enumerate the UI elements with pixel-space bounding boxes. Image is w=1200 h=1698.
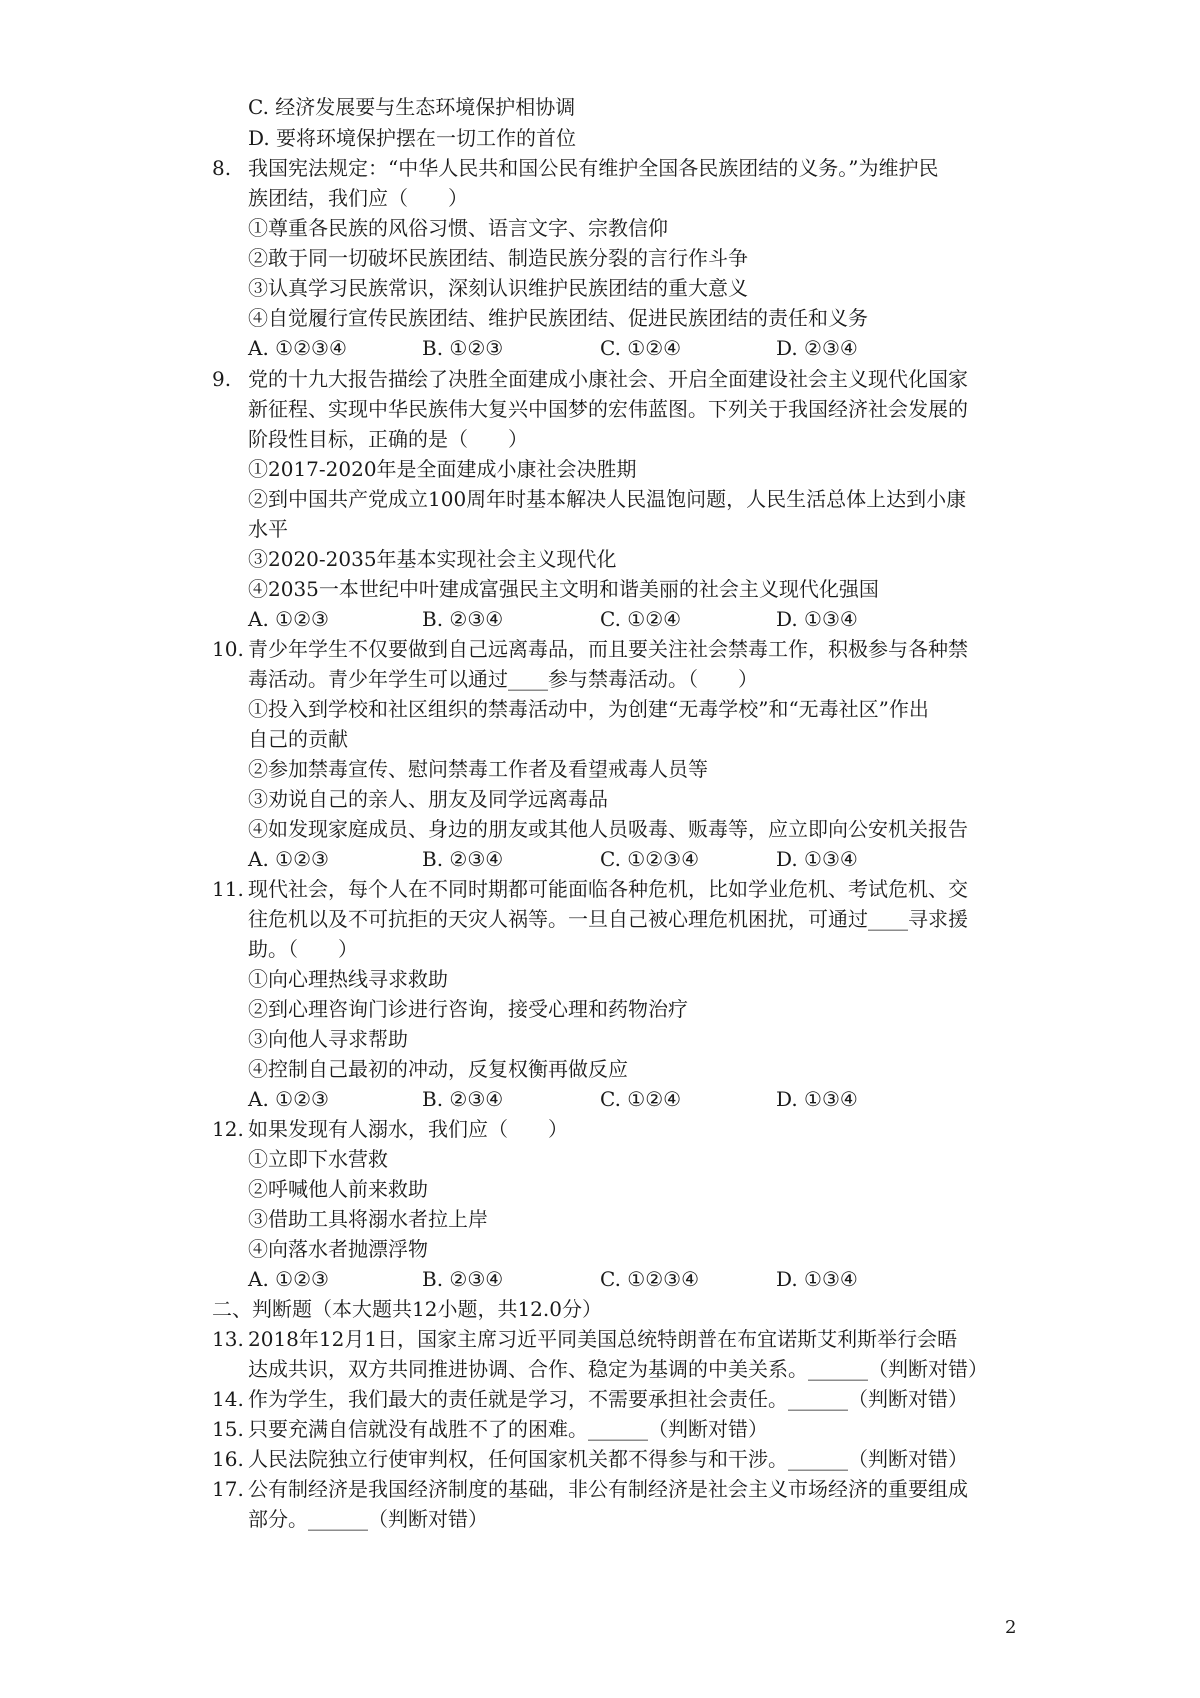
question-number: 12.	[212, 1117, 244, 1141]
statement-item: ①2017-2020年是全面建成小康社会决胜期	[248, 457, 637, 481]
statement-item: ②到中国共产党成立100周年时基本解决人民温饱问题，人民生活总体上达到小康	[248, 487, 967, 511]
question-stem: 新征程、实现中华民族伟大复兴中国梦的宏伟蓝图。下列关于我国经济社会发展的	[248, 397, 968, 421]
statement-item: ③认真学习民族常识，深刻认识维护民族团结的重大意义	[248, 276, 748, 300]
question-number: 17.	[212, 1477, 244, 1501]
question-stem: 作为学生，我们最大的责任就是学习，不需要承担社会责任。______（判断对错）	[248, 1387, 968, 1411]
statement-item: 水平	[248, 517, 288, 541]
answer-option-a: A. ①②③	[248, 1267, 329, 1291]
answer-option-b: B. ②③④	[422, 1267, 504, 1291]
answer-option-c: C. ①②③④	[600, 847, 700, 871]
question-number: 15.	[212, 1417, 244, 1441]
question-stem: 公有制经济是我国经济制度的基础，非公有制经济是社会主义市场经济的重要组成	[248, 1477, 968, 1501]
question-number: 13.	[212, 1327, 244, 1351]
statement-item: ④如发现家庭成员、身边的朋友或其他人员吸毒、贩毒等，应立即向公安机关报告	[248, 817, 968, 841]
statement-item: ①投入到学校和社区组织的禁毒活动中，为创建“无毒学校”和“无毒社区”作出	[248, 697, 929, 721]
answer-option-d: D. ①③④	[776, 847, 858, 871]
question-stem: 人民法院独立行使审判权，任何国家机关都不得参与和干涉。______（判断对错）	[248, 1447, 968, 1471]
q7-option-c: C. 经济发展要与生态环境保护相协调	[248, 95, 576, 119]
answer-option-d: D. ①③④	[776, 1087, 858, 1111]
answer-option-d: D. ②③④	[776, 336, 858, 360]
question-stem: 如果发现有人溺水，我们应（ ）	[248, 1117, 568, 1141]
answer-option-a: A. ①②③	[248, 847, 329, 871]
question-stem: 助。（ ）	[248, 937, 358, 961]
answer-option-d: D. ①③④	[776, 607, 858, 631]
question-stem: 我国宪法规定：“中华人民共和国公民有维护全国各民族团结的义务。”为维护民	[248, 156, 939, 180]
statement-item: ②参加禁毒宣传、慰问禁毒工作者及看望戒毒人员等	[248, 757, 708, 781]
question-stem: 毒活动。青少年学生可以通过____参与禁毒活动。（ ）	[248, 667, 758, 691]
question-number: 9.	[212, 367, 232, 391]
answer-option-c: C. ①②③④	[600, 1267, 700, 1291]
answer-option-a: A. ①②③	[248, 1087, 329, 1111]
question-number: 16.	[212, 1447, 244, 1471]
question-number: 10.	[212, 637, 244, 661]
statement-item: ④控制自己最初的冲动，反复权衡再做反应	[248, 1057, 628, 1081]
question-number: 14.	[212, 1387, 244, 1411]
answer-option-b: B. ②③④	[422, 847, 504, 871]
statement-item: ③向他人寻求帮助	[248, 1027, 408, 1051]
question-stem: 达成共识，双方共同推进协调、合作、稳定为基调的中美关系。______（判断对错）	[248, 1357, 988, 1381]
question-stem: 往危机以及不可抗拒的天灾人祸等。一旦自己被心理危机困扰，可通过____寻求援	[248, 907, 968, 931]
answer-option-c: C. ①②④	[600, 1087, 682, 1111]
statement-item: ④2035一本世纪中叶建成富强民主文明和谐美丽的社会主义现代化强国	[248, 577, 879, 601]
question-stem: 党的十九大报告描绘了决胜全面建成小康社会、开启全面建设社会主义现代化国家	[248, 367, 968, 391]
answer-option-a: A. ①②③	[248, 607, 329, 631]
question-number: 8.	[212, 156, 232, 180]
answer-option-a: A. ①②③④	[248, 336, 347, 360]
question-stem: 只要充满自信就没有战胜不了的困难。______（判断对错）	[248, 1417, 768, 1441]
question-stem: 现代社会，每个人在不同时期都可能面临各种危机，比如学业危机、考试危机、交	[248, 877, 968, 901]
statement-item: ①尊重各民族的风俗习惯、语言文字、宗教信仰	[248, 216, 668, 240]
question-stem: 族团结，我们应（ ）	[248, 186, 468, 210]
question-stem: 2018年12月1日，国家主席习近平同美国总统特朗普在布宜诺斯艾利斯举行会晤	[248, 1327, 958, 1351]
question-stem: 青少年学生不仅要做到自己远离毒品，而且要关注社会禁毒工作，积极参与各种禁	[248, 637, 968, 661]
statement-item: ③劝说自己的亲人、朋友及同学远离毒品	[248, 787, 608, 811]
answer-option-c: C. ①②④	[600, 336, 682, 360]
question-stem: 部分。______（判断对错）	[248, 1507, 488, 1531]
q7-option-d: D. 要将环境保护摆在一切工作的首位	[248, 126, 577, 150]
statement-item: ④向落水者抛漂浮物	[248, 1237, 428, 1261]
statement-item: ②到心理咨询门诊进行咨询，接受心理和药物治疗	[248, 997, 688, 1021]
question-number: 11.	[212, 877, 244, 901]
section-heading: 二、判断题（本大题共12小题，共12.0分）	[212, 1297, 602, 1321]
answer-option-b: B. ①②③	[422, 336, 504, 360]
answer-option-b: B. ②③④	[422, 607, 504, 631]
statement-item: 自己的贡献	[248, 727, 348, 751]
statement-item: ②呼喊他人前来救助	[248, 1177, 428, 1201]
answer-option-b: B. ②③④	[422, 1087, 504, 1111]
statement-item: ②敢于同一切破坏民族团结、制造民族分裂的言行作斗争	[248, 246, 748, 270]
statement-item: ③借助工具将溺水者拉上岸	[248, 1207, 488, 1231]
question-stem: 阶段性目标，正确的是（ ）	[248, 427, 528, 451]
answer-option-d: D. ①③④	[776, 1267, 858, 1291]
statement-item: ①向心理热线寻求救助	[248, 967, 448, 991]
answer-option-c: C. ①②④	[600, 607, 682, 631]
page-number: 2	[1005, 1617, 1017, 1638]
statement-item: ④自觉履行宣传民族团结、维护民族团结、促进民族团结的责任和义务	[248, 306, 868, 330]
statement-item: ①立即下水营救	[248, 1147, 388, 1171]
statement-item: ③2020-2035年基本实现社会主义现代化	[248, 547, 617, 571]
